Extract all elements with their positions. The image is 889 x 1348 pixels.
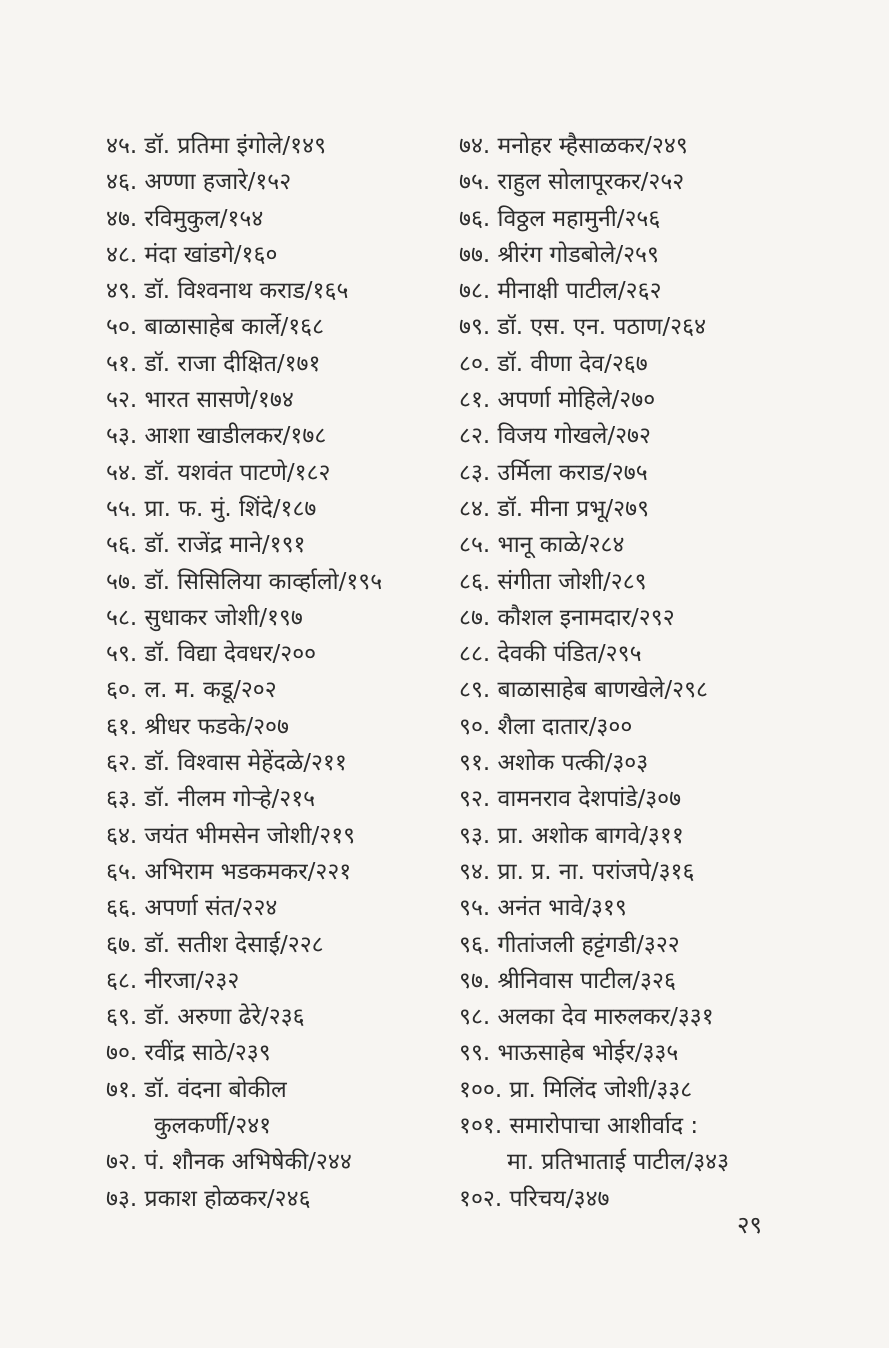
toc-entry: ५१. डॉ. राजा दीक्षित/१७१ bbox=[106, 350, 321, 377]
toc-entry: ५९. डॉ. विद्या देवधर/२०० bbox=[106, 641, 317, 668]
toc-entry: ८७. कौशल इनामदार/२९२ bbox=[459, 604, 675, 631]
toc-entry: ६८. नीरजा/२३२ bbox=[106, 967, 240, 994]
toc-entry-continuation: कुलकर्णी/२४१ bbox=[154, 1113, 272, 1140]
toc-entry: ६३. डॉ. नीलम गोऱ्हे/२१५ bbox=[106, 786, 316, 813]
toc-entry: १०१. समारोपाचा आशीर्वाद : bbox=[459, 1113, 699, 1140]
toc-entry: ७९. डॉ. एस. एन. पठाण/२६४ bbox=[459, 314, 707, 341]
toc-entry: १०२. परिचय/३४७ bbox=[459, 1185, 610, 1212]
toc-entry: ५६. डॉ. राजेंद्र माने/१९१ bbox=[106, 532, 306, 559]
toc-entry: ७२. पं. शौनक अभिषेकी/२४४ bbox=[106, 1149, 352, 1176]
toc-entry: ७५. राहुल सोलापूरकर/२५२ bbox=[459, 169, 685, 196]
toc-entry: ९५. अनंत भावे/३१९ bbox=[459, 895, 627, 922]
toc-entry: ७७. श्रीरंग गोडबोले/२५९ bbox=[459, 241, 659, 268]
toc-entry: ९६. गीतांजली हट्टंगडी/३२२ bbox=[459, 931, 680, 958]
toc-entry: ६५. अभिराम भडकमकर/२२१ bbox=[106, 858, 352, 885]
toc-entry: ४६. अण्णा हजारे/१५२ bbox=[106, 169, 292, 196]
toc-entry: ४५. डॉ. प्रतिमा इंगोले/१४९ bbox=[106, 133, 327, 159]
toc-entry: ७०. रवींद्र साठे/२३९ bbox=[106, 1040, 271, 1067]
toc-entry: ९९. भाऊसाहेब भोईर/३३५ bbox=[459, 1040, 679, 1067]
toc-entry: ५०. बाळासाहेब कार्ले/१६८ bbox=[106, 314, 325, 341]
toc-entry: ७८. मीनाक्षी पाटील/२६२ bbox=[459, 278, 662, 305]
toc-entry: ७४. मनोहर म्हैसाळकर/२४९ bbox=[459, 133, 688, 159]
toc-entry: ८५. भानू काळे/२८४ bbox=[459, 532, 625, 559]
toc-entry: ७६. विठ्ठल महामुनी/२५६ bbox=[459, 205, 661, 232]
toc-entry: ६९. डॉ. अरुणा ढेरे/२३६ bbox=[106, 1004, 305, 1031]
toc-entry: १००. प्रा. मिलिंद जोशी/३३८ bbox=[459, 1076, 693, 1103]
toc-entry: ५५. प्रा. फ. मुं. शिंदे/१८७ bbox=[106, 495, 317, 522]
toc-entry: ६१. श्रीधर फडके/२०७ bbox=[106, 713, 289, 740]
toc-entry: ८६. संगीता जोशी/२८९ bbox=[459, 568, 647, 595]
toc-entry: ८३. उर्मिला कराड/२७५ bbox=[459, 459, 648, 486]
toc-entry: ६६. अपर्णा संत/२२४ bbox=[106, 895, 278, 922]
toc-entry: ८८. देवकी पंडित/२९५ bbox=[459, 641, 642, 668]
toc-entry: ८९. बाळासाहेब बाणखेले/२९८ bbox=[459, 677, 708, 704]
toc-entry: ८२. विजय गोखले/२७२ bbox=[459, 423, 651, 450]
toc-entry: ६४. जयंत भीमसेन जोशी/२१९ bbox=[106, 822, 356, 849]
toc-entry: ५४. डॉ. यशवंत पाटणे/१८२ bbox=[106, 459, 331, 486]
toc-entry: ९८. अलका देव मारुलकर/३३१ bbox=[459, 1004, 714, 1031]
toc-entry: ८०. डॉ. वीणा देव/२६७ bbox=[459, 350, 648, 377]
toc-entry: ४९. डॉ. विश्वनाथ कराड/१६५ bbox=[106, 278, 349, 305]
toc-entry: ४७. रविमुकुल/१५४ bbox=[106, 205, 264, 232]
toc-entry: ५७. डॉ. सिसिलिया कार्व्हालो/१९५ bbox=[106, 568, 383, 595]
toc-entry: ८४. डॉ. मीना प्रभू/२७९ bbox=[459, 495, 650, 522]
toc-entry-continuation: मा. प्रतिभाताई पाटील/३४३ bbox=[507, 1149, 730, 1176]
toc-entry: ६२. डॉ. विश्वास मेहेंदळे/२११ bbox=[106, 750, 347, 777]
toc-entry: ५२. भारत सासणे/१७४ bbox=[106, 387, 294, 414]
toc-entry: ६०. ल. म. कडू/२०२ bbox=[106, 677, 277, 704]
toc-entry: ४८. मंदा खांडगे/१६० bbox=[106, 241, 278, 268]
toc-left-column bbox=[106, 128, 446, 1217]
toc-entry: ९२. वामनराव देशपांडे/३०७ bbox=[459, 786, 682, 813]
toc-entry: ९७. श्रीनिवास पाटील/३२६ bbox=[459, 967, 676, 994]
toc-entry: ७३. प्रकाश होळकर/२४६ bbox=[106, 1185, 311, 1212]
toc-entry: ७१. डॉ. वंदना बोकील bbox=[106, 1076, 287, 1103]
toc-entry: ९३. प्रा. अशोक बागवे/३११ bbox=[459, 822, 684, 849]
toc-right-column bbox=[459, 128, 839, 1217]
toc-entry: ९४. प्रा. प्र. ना. परांजपे/३१६ bbox=[459, 858, 695, 885]
toc-entry: ५३. आशा खाडीलकर/१७८ bbox=[106, 423, 327, 450]
toc-entry: ९१. अशोक पत्की/३०३ bbox=[459, 750, 649, 777]
toc-entry: ६७. डॉ. सतीश देसाई/२२८ bbox=[106, 931, 324, 958]
toc-entry: ५८. सुधाकर जोशी/१९७ bbox=[106, 604, 303, 631]
toc-entry: ८१. अपर्णा मोहिले/२७० bbox=[459, 387, 656, 414]
toc-entry: ९०. शैला दातार/३०० bbox=[459, 713, 633, 740]
page-number: २९ bbox=[737, 1211, 762, 1239]
